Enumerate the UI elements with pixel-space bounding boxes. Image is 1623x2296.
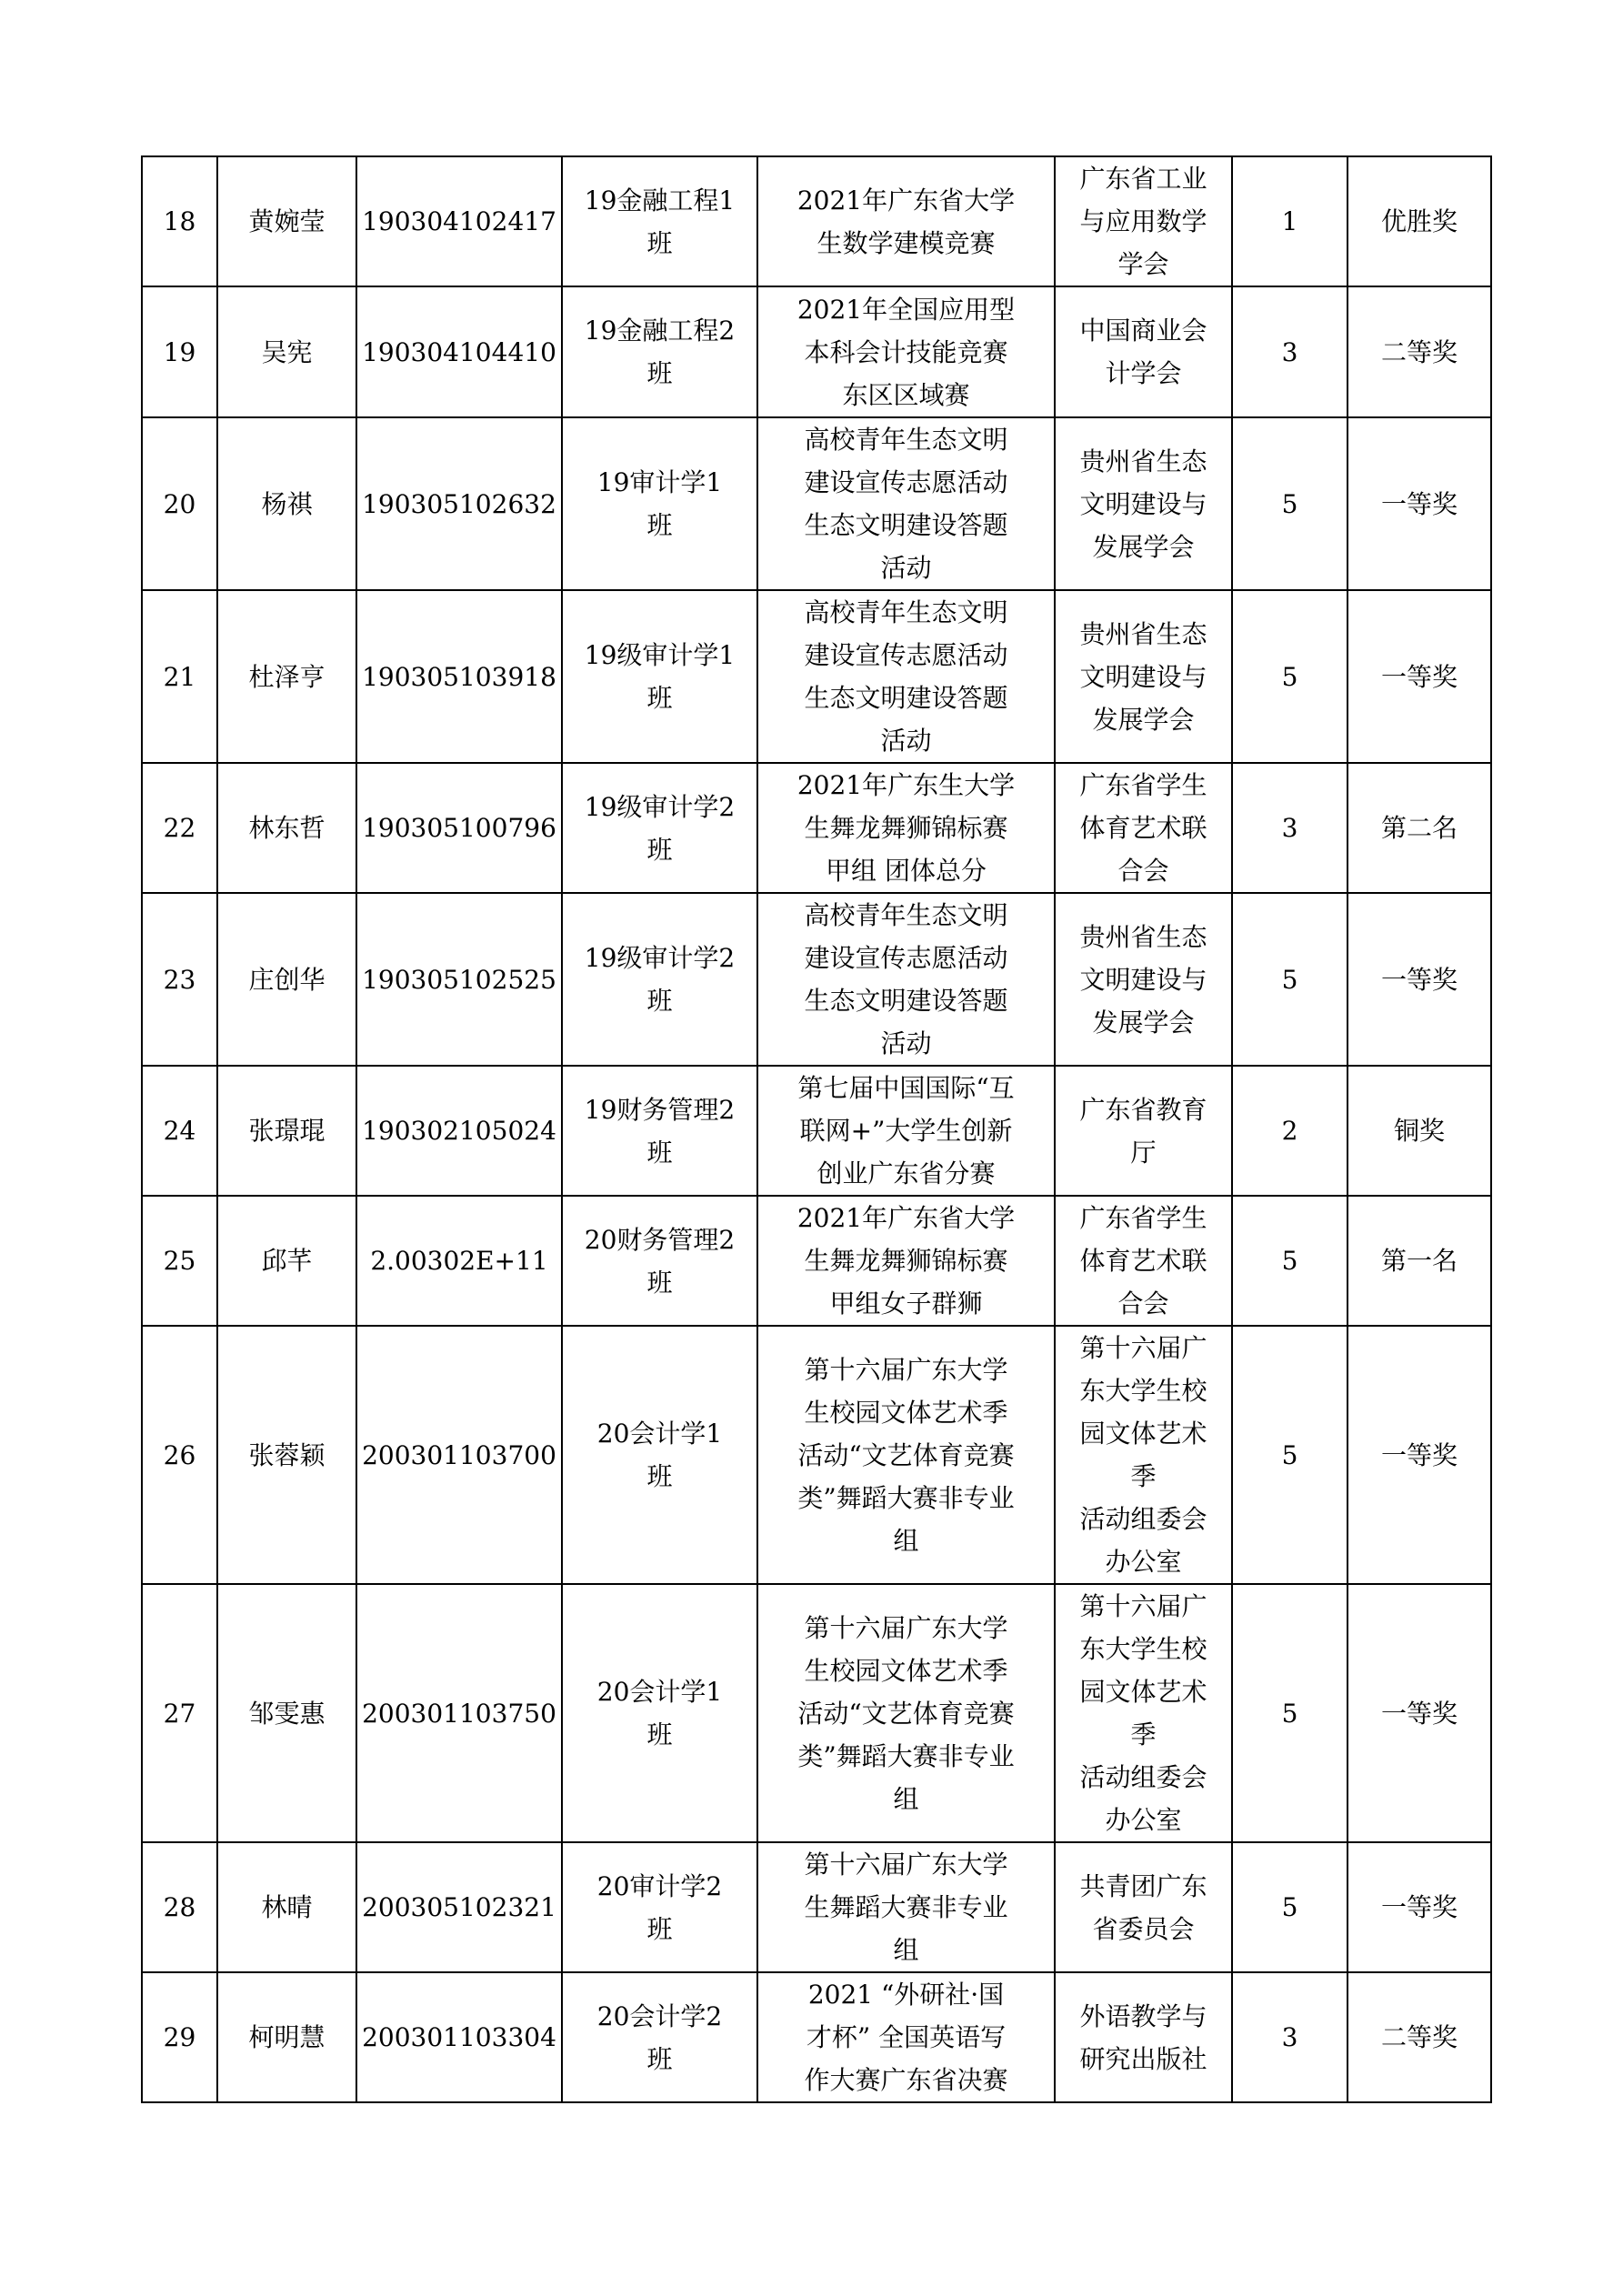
row-number: 26 [142, 1326, 217, 1584]
award: 一等奖 [1347, 893, 1491, 1066]
class-name-line: 班 [646, 1913, 673, 1944]
organizer-line: 省委员会 [1092, 1913, 1195, 1944]
award: 一等奖 [1347, 1584, 1491, 1842]
organizer-line: 广东省工业 [1079, 164, 1207, 194]
student-name: 柯明慧 [217, 1972, 356, 2102]
competition-name-line: 活动“文艺体育竞赛 [797, 1698, 1015, 1729]
table-row [142, 893, 1491, 1066]
score: 3 [1232, 763, 1347, 893]
organizer-line: 共青团广东 [1079, 1870, 1207, 1901]
class-name [562, 1066, 757, 1196]
table-row [142, 1196, 1491, 1326]
organizer [1055, 590, 1232, 763]
competition-name-line: 生舞龙舞狮锦标赛 [804, 813, 1008, 843]
competition-name-line: 生舞龙舞狮锦标赛 [804, 1246, 1008, 1276]
organizer-line: 第十六届广 [1079, 1333, 1207, 1363]
student-name: 张蓉颖 [217, 1326, 356, 1584]
award: 二等奖 [1347, 1972, 1491, 2102]
competition-name [757, 417, 1055, 590]
student-id: 200301103304 [356, 1972, 562, 2102]
competition-name [757, 1066, 1055, 1196]
organizer-line: 办公室 [1105, 1805, 1182, 1835]
class-name-line: 20会计学1 [596, 1419, 723, 1449]
competition-name-line: 高校青年生态文明 [804, 425, 1008, 455]
organizer-line: 厅 [1130, 1137, 1157, 1168]
competition-name-line: 生校园文体艺术季 [804, 1655, 1008, 1686]
student-id: 200301103700 [356, 1326, 562, 1584]
organizer-line: 园文体艺术 [1079, 1677, 1207, 1707]
organizer-line: 中国商业会 [1079, 316, 1207, 346]
student-id: 190305102632 [356, 417, 562, 590]
organizer-line: 发展学会 [1092, 704, 1195, 735]
score: 2 [1232, 1066, 1347, 1196]
score: 5 [1232, 1842, 1347, 1972]
competition-name-line: 东区区域赛 [842, 379, 970, 410]
student-name: 黄婉莹 [217, 156, 356, 286]
awards-table [141, 155, 1492, 2103]
organizer-line: 合会 [1117, 856, 1169, 886]
class-name [562, 1972, 757, 2102]
organizer [1055, 763, 1232, 893]
competition-name-line: 2021 “外研社·国 [807, 1980, 1005, 2010]
class-name-line: 班 [646, 986, 673, 1016]
competition-name-line: 高校青年生态文明 [804, 900, 1008, 930]
student-name: 庄创华 [217, 893, 356, 1066]
competition-name-line: 2021年广东生大学 [796, 770, 1016, 800]
class-name [562, 1326, 757, 1584]
organizer-line: 东大学生校 [1079, 1634, 1207, 1664]
competition-name [757, 1584, 1055, 1842]
class-name-line: 班 [646, 834, 673, 865]
class-name-line: 班 [646, 2043, 673, 2074]
organizer-line: 合会 [1117, 1288, 1169, 1318]
class-name [562, 893, 757, 1066]
award: 二等奖 [1347, 286, 1491, 417]
student-id: 190304104410 [356, 286, 562, 417]
table-row [142, 1584, 1491, 1842]
competition-name-line: 第十六届广东大学 [804, 1354, 1008, 1385]
class-name-line: 班 [646, 358, 673, 388]
score: 5 [1232, 417, 1347, 590]
organizer-line: 计学会 [1105, 358, 1182, 388]
award: 铜奖 [1347, 1066, 1491, 1196]
organizer-line: 发展学会 [1092, 531, 1195, 562]
award: 一等奖 [1347, 590, 1491, 763]
competition-name-line: 生态文明建设答题 [804, 683, 1008, 713]
competition-name-line: 联网+”大学生创新 [799, 1116, 1013, 1146]
competition-name-line: 活动 [880, 553, 932, 583]
class-name-line: 19级审计学1 [584, 640, 736, 670]
student-name: 杨祺 [217, 417, 356, 590]
class-name [562, 763, 757, 893]
organizer-line: 活动组委会 [1079, 1762, 1207, 1792]
organizer [1055, 1972, 1232, 2102]
class-name-line: 19财务管理2 [584, 1094, 736, 1125]
competition-name-line: 第七届中国国际“互 [797, 1073, 1015, 1103]
score: 5 [1232, 893, 1347, 1066]
row-number: 19 [142, 286, 217, 417]
class-name-line: 班 [646, 1137, 673, 1168]
competition-name-line: 建设宣传志愿活动 [804, 943, 1008, 973]
table-row [142, 156, 1491, 286]
table-row [142, 1972, 1491, 2102]
organizer-line: 广东省学生 [1079, 1203, 1207, 1233]
competition-name-line: 建设宣传志愿活动 [804, 640, 1008, 670]
table-row [142, 1066, 1491, 1196]
organizer [1055, 156, 1232, 286]
competition-name-line: 生数学建模竞赛 [817, 227, 996, 258]
competition-name-line: 建设宣传志愿活动 [804, 467, 1008, 497]
class-name [562, 1842, 757, 1972]
competition-name-line: 生舞蹈大赛非专业 [804, 1892, 1008, 1922]
competition-name-line: 组 [893, 1783, 919, 1814]
competition-name-line: 活动 [880, 1028, 932, 1058]
student-name: 林东哲 [217, 763, 356, 893]
organizer-line: 研究出版社 [1079, 2043, 1207, 2074]
competition-name [757, 763, 1055, 893]
table-row [142, 286, 1491, 417]
competition-name-line: 第十六届广东大学 [804, 1850, 1008, 1880]
competition-name [757, 1196, 1055, 1326]
student-name: 吴宪 [217, 286, 356, 417]
class-name-line: 班 [646, 1267, 673, 1298]
student-id: 190305103918 [356, 590, 562, 763]
organizer [1055, 1066, 1232, 1196]
competition-name-line: 2021年广东省大学 [796, 1203, 1016, 1233]
class-name-line: 班 [646, 227, 673, 258]
award: 一等奖 [1347, 1326, 1491, 1584]
competition-name-line: 创业广东省分赛 [817, 1158, 996, 1188]
table-row [142, 417, 1491, 590]
score: 5 [1232, 1584, 1347, 1842]
class-name-line: 19级审计学2 [584, 943, 736, 973]
organizer [1055, 1196, 1232, 1326]
competition-name [757, 893, 1055, 1066]
class-name-line: 20会计学1 [596, 1677, 723, 1707]
organizer-line: 外语教学与 [1079, 2000, 1207, 2031]
class-name-line: 班 [646, 1461, 673, 1491]
class-name [562, 1584, 757, 1842]
row-number: 24 [142, 1066, 217, 1196]
student-name: 邱芊 [217, 1196, 356, 1326]
class-name-line: 19金融工程1 [584, 185, 736, 216]
organizer [1055, 286, 1232, 417]
organizer-line: 季 [1130, 1719, 1157, 1750]
competition-name-line: 本科会计技能竞赛 [804, 336, 1008, 367]
organizer-line: 文明建设与 [1079, 488, 1207, 519]
competition-name-line: 组 [893, 1525, 919, 1556]
organizer [1055, 1842, 1232, 1972]
organizer-line: 东大学生校 [1079, 1376, 1207, 1406]
competition-name-line: 活动 [880, 726, 932, 756]
competition-name-line: 甲组 团体总分 [826, 856, 987, 886]
organizer-line: 第十六届广 [1079, 1591, 1207, 1621]
row-number: 29 [142, 1972, 217, 2102]
organizer-line: 广东省学生 [1079, 770, 1207, 800]
award: 第二名 [1347, 763, 1491, 893]
score: 3 [1232, 1972, 1347, 2102]
class-name-line: 20审计学2 [596, 1870, 723, 1901]
awards-table-body [142, 156, 1491, 2102]
organizer-line: 贵州省生态 [1079, 446, 1207, 476]
organizer-line: 广东省教育 [1079, 1094, 1207, 1125]
row-number: 20 [142, 417, 217, 590]
student-id: 190305100796 [356, 763, 562, 893]
student-id: 190302105024 [356, 1066, 562, 1196]
score: 3 [1232, 286, 1347, 417]
student-name: 杜泽亨 [217, 590, 356, 763]
organizer-line: 园文体艺术 [1079, 1419, 1207, 1449]
class-name-line: 20财务管理2 [584, 1224, 736, 1255]
award: 一等奖 [1347, 417, 1491, 590]
competition-name [757, 1326, 1055, 1584]
competition-name-line: 类”舞蹈大赛非专业 [797, 1740, 1015, 1771]
organizer-line: 文明建设与 [1079, 964, 1207, 995]
competition-name-line: 才杯” 全国英语写 [806, 2022, 1007, 2052]
organizer [1055, 1326, 1232, 1584]
award: 第一名 [1347, 1196, 1491, 1326]
organizer [1055, 893, 1232, 1066]
organizer-line: 与应用数学 [1079, 206, 1207, 236]
class-name-line: 班 [646, 510, 673, 540]
competition-name-line: 生校园文体艺术季 [804, 1397, 1008, 1428]
competition-name-line: 类”舞蹈大赛非专业 [797, 1482, 1015, 1513]
table-row [142, 1842, 1491, 1972]
award: 一等奖 [1347, 1842, 1491, 1972]
competition-name [757, 1972, 1055, 2102]
competition-name [757, 286, 1055, 417]
organizer-line: 活动组委会 [1079, 1504, 1207, 1534]
student-id: 190304102417 [356, 156, 562, 286]
row-number: 25 [142, 1196, 217, 1326]
class-name [562, 286, 757, 417]
student-id: 2.00302E+11 [356, 1196, 562, 1326]
student-name: 邹雯惠 [217, 1584, 356, 1842]
organizer [1055, 1584, 1232, 1842]
class-name [562, 417, 757, 590]
class-name-line: 19金融工程2 [584, 316, 736, 346]
organizer-line: 贵州省生态 [1079, 921, 1207, 952]
class-name-line: 20会计学2 [596, 2000, 723, 2031]
class-name [562, 590, 757, 763]
competition-name-line: 2021年全国应用型 [796, 294, 1016, 325]
class-name [562, 156, 757, 286]
student-id: 190305102525 [356, 893, 562, 1066]
score: 1 [1232, 156, 1347, 286]
competition-name [757, 1842, 1055, 1972]
organizer [1055, 417, 1232, 590]
competition-name-line: 甲组女子群狮 [829, 1288, 983, 1318]
competition-name [757, 590, 1055, 763]
organizer-line: 学会 [1117, 249, 1169, 279]
competition-name-line: 活动“文艺体育竞赛 [797, 1439, 1015, 1470]
class-name-line: 班 [646, 1719, 673, 1750]
competition-name-line: 第十六届广东大学 [804, 1612, 1008, 1643]
score: 5 [1232, 590, 1347, 763]
competition-name-line: 生态文明建设答题 [804, 510, 1008, 540]
student-name: 张璟琨 [217, 1066, 356, 1196]
competition-name-line: 2021年广东省大学 [796, 185, 1016, 216]
row-number: 27 [142, 1584, 217, 1842]
organizer-line: 发展学会 [1092, 1007, 1195, 1038]
class-name-line: 班 [646, 683, 673, 713]
organizer-line: 文明建设与 [1079, 661, 1207, 692]
class-name-line: 19审计学1 [596, 467, 723, 497]
table-row [142, 1326, 1491, 1584]
row-number: 28 [142, 1842, 217, 1972]
row-number: 22 [142, 763, 217, 893]
student-id: 200305102321 [356, 1842, 562, 1972]
competition-name [757, 156, 1055, 286]
score: 5 [1232, 1326, 1347, 1584]
table-row [142, 590, 1491, 763]
row-number: 21 [142, 590, 217, 763]
class-name [562, 1196, 757, 1326]
organizer-line: 体育艺术联 [1079, 813, 1207, 843]
competition-name-line: 生态文明建设答题 [804, 986, 1008, 1016]
row-number: 23 [142, 893, 217, 1066]
award: 优胜奖 [1347, 156, 1491, 286]
class-name-line: 19级审计学2 [584, 791, 736, 822]
competition-name-line: 组 [893, 1935, 919, 1965]
organizer-line: 体育艺术联 [1079, 1246, 1207, 1276]
competition-name-line: 高校青年生态文明 [804, 597, 1008, 627]
score: 5 [1232, 1196, 1347, 1326]
organizer-line: 季 [1130, 1461, 1157, 1491]
student-name: 林晴 [217, 1842, 356, 1972]
table-row [142, 763, 1491, 893]
competition-name-line: 作大赛广东省决赛 [804, 2065, 1008, 2095]
organizer-line: 办公室 [1105, 1547, 1182, 1577]
organizer-line: 贵州省生态 [1079, 618, 1207, 649]
student-id: 200301103750 [356, 1584, 562, 1842]
row-number: 18 [142, 156, 217, 286]
